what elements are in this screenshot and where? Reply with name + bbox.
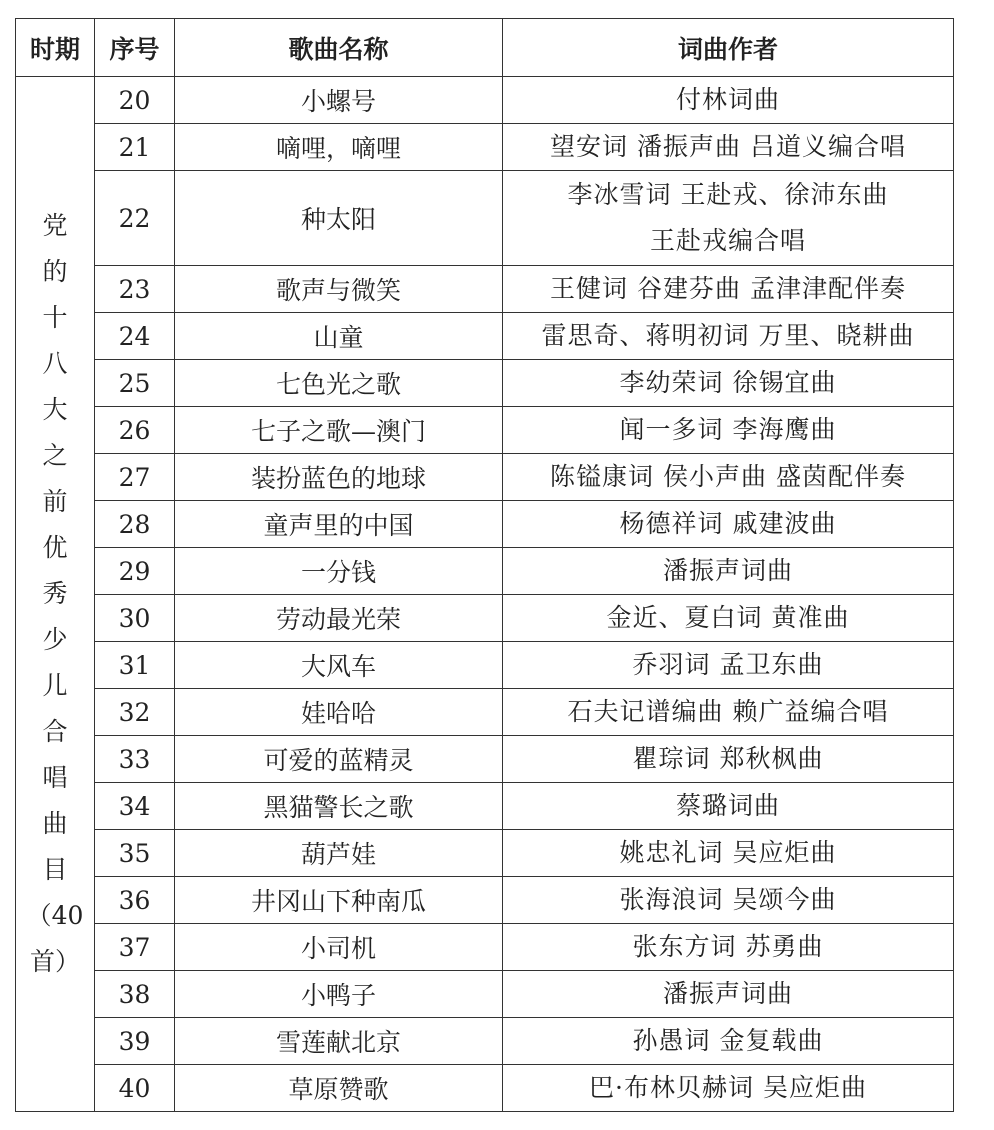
row-title: 童声里的中国	[175, 501, 503, 548]
row-title: 可爱的蓝精灵	[175, 736, 503, 783]
table-row	[16, 313, 954, 360]
row-author: 张东方词 苏勇曲	[503, 924, 954, 971]
period-char: 八	[42, 349, 68, 378]
period-char: 秀	[42, 579, 68, 608]
header-row	[16, 19, 954, 77]
row-title: 井冈山下种南瓜	[175, 877, 503, 924]
row-author: 付林词曲	[503, 77, 954, 124]
row-author: 蔡璐词曲	[503, 783, 954, 830]
period-count: （40	[26, 901, 84, 930]
row-number: 34	[95, 783, 175, 830]
row-author: 姚忠礼词 吴应炬曲	[503, 830, 954, 877]
row-author: 石夫记谱编曲 赖广益编合唱	[503, 689, 954, 736]
row-author-line1: 李冰雪词 王赴戎、徐沛东曲	[567, 180, 889, 209]
row-author: 望安词 潘振声曲 吕道义编合唱	[503, 124, 954, 171]
table-row	[16, 171, 954, 266]
row-title: 小螺号	[175, 77, 503, 124]
period-char: 儿	[42, 671, 68, 700]
row-title: 歌声与微笑	[175, 266, 503, 313]
row-author: 潘振声词曲	[503, 548, 954, 595]
period-char: 党	[42, 211, 68, 240]
row-author: 雷思奇、蒋明初词 万里、晓耕曲	[503, 313, 954, 360]
row-number: 28	[95, 501, 175, 548]
row-author: 杨德祥词 戚建波曲	[503, 501, 954, 548]
table-row	[16, 1065, 954, 1112]
row-number: 33	[95, 736, 175, 783]
table-row	[16, 407, 954, 454]
row-author: 瞿琮词 郑秋枫曲	[503, 736, 954, 783]
period-count: 首）	[29, 947, 80, 976]
row-number: 26	[95, 407, 175, 454]
row-author-line2: 王赴戎编合唱	[649, 226, 806, 255]
table-body	[16, 77, 954, 1112]
row-number: 36	[95, 877, 175, 924]
row-title: 嘀哩，嘀哩	[175, 124, 503, 171]
row-number: 31	[95, 642, 175, 689]
header-title: 歌曲名称	[175, 19, 503, 77]
row-title: 劳动最光荣	[175, 595, 503, 642]
period-char: 目	[42, 855, 68, 884]
row-number: 37	[95, 924, 175, 971]
row-title: 七色光之歌	[175, 360, 503, 407]
row-title: 七子之歌—澳门	[175, 407, 503, 454]
table-row	[16, 124, 954, 171]
row-number: 38	[95, 971, 175, 1018]
row-number: 24	[95, 313, 175, 360]
row-title: 种太阳	[175, 171, 503, 266]
row-number: 40	[95, 1065, 175, 1112]
row-author: 潘振声词曲	[503, 971, 954, 1018]
row-author: 陈镒康词 侯小声曲 盛茵配伴奏	[503, 454, 954, 501]
table-row	[16, 971, 954, 1018]
table-row	[16, 877, 954, 924]
header-period: 时期	[16, 19, 95, 77]
table-row	[16, 783, 954, 830]
row-title: 黑猫警长之歌	[175, 783, 503, 830]
table-row	[16, 266, 954, 313]
period-char: 前	[42, 487, 68, 516]
row-title: 草原赞歌	[175, 1065, 503, 1112]
table-row	[16, 924, 954, 971]
period-char: 唱	[42, 763, 68, 792]
row-author	[503, 171, 954, 266]
period-char: 优	[42, 533, 68, 562]
row-number: 30	[95, 595, 175, 642]
table-row	[16, 360, 954, 407]
period-char: 少	[42, 625, 68, 654]
row-number: 32	[95, 689, 175, 736]
row-number: 22	[95, 171, 175, 266]
row-number: 35	[95, 830, 175, 877]
table-row	[16, 1018, 954, 1065]
table-row	[16, 595, 954, 642]
period-char: 大	[42, 395, 68, 424]
row-author: 孙愚词 金复载曲	[503, 1018, 954, 1065]
row-title: 小司机	[175, 924, 503, 971]
row-number: 39	[95, 1018, 175, 1065]
row-author: 张海浪词 吴颂今曲	[503, 877, 954, 924]
period-char: 的	[42, 257, 68, 286]
row-author: 金近、夏白词 黄准曲	[503, 595, 954, 642]
table-row	[16, 501, 954, 548]
row-title: 大风车	[175, 642, 503, 689]
row-title: 小鸭子	[175, 971, 503, 1018]
table-row	[16, 548, 954, 595]
row-title: 一分钱	[175, 548, 503, 595]
period-char: 合	[42, 717, 68, 746]
row-title: 雪莲献北京	[175, 1018, 503, 1065]
table-row	[16, 736, 954, 783]
period-cell	[16, 77, 95, 1112]
songs-table	[15, 18, 954, 1112]
row-author: 李幼荣词 徐锡宜曲	[503, 360, 954, 407]
row-title: 娃哈哈	[175, 689, 503, 736]
header-number: 序号	[95, 19, 175, 77]
row-number: 23	[95, 266, 175, 313]
row-number: 20	[95, 77, 175, 124]
table-row	[16, 830, 954, 877]
period-char: 十	[42, 303, 68, 332]
row-author: 巴·布林贝赫词 吴应炬曲	[503, 1065, 954, 1112]
row-title: 装扮蓝色的地球	[175, 454, 503, 501]
row-title: 葫芦娃	[175, 830, 503, 877]
row-title: 山童	[175, 313, 503, 360]
row-author: 闻一多词 李海鹰曲	[503, 407, 954, 454]
period-char: 之	[42, 441, 68, 470]
table-row	[16, 689, 954, 736]
row-number: 29	[95, 548, 175, 595]
header-author: 词曲作者	[503, 19, 954, 77]
row-author: 乔羽词 孟卫东曲	[503, 642, 954, 689]
row-number: 25	[95, 360, 175, 407]
row-number: 27	[95, 454, 175, 501]
table-row	[16, 77, 954, 124]
row-author: 王健词 谷建芬曲 孟津津配伴奏	[503, 266, 954, 313]
table-row	[16, 642, 954, 689]
period-char: 曲	[42, 809, 68, 838]
table-row	[16, 454, 954, 501]
row-number: 21	[95, 124, 175, 171]
